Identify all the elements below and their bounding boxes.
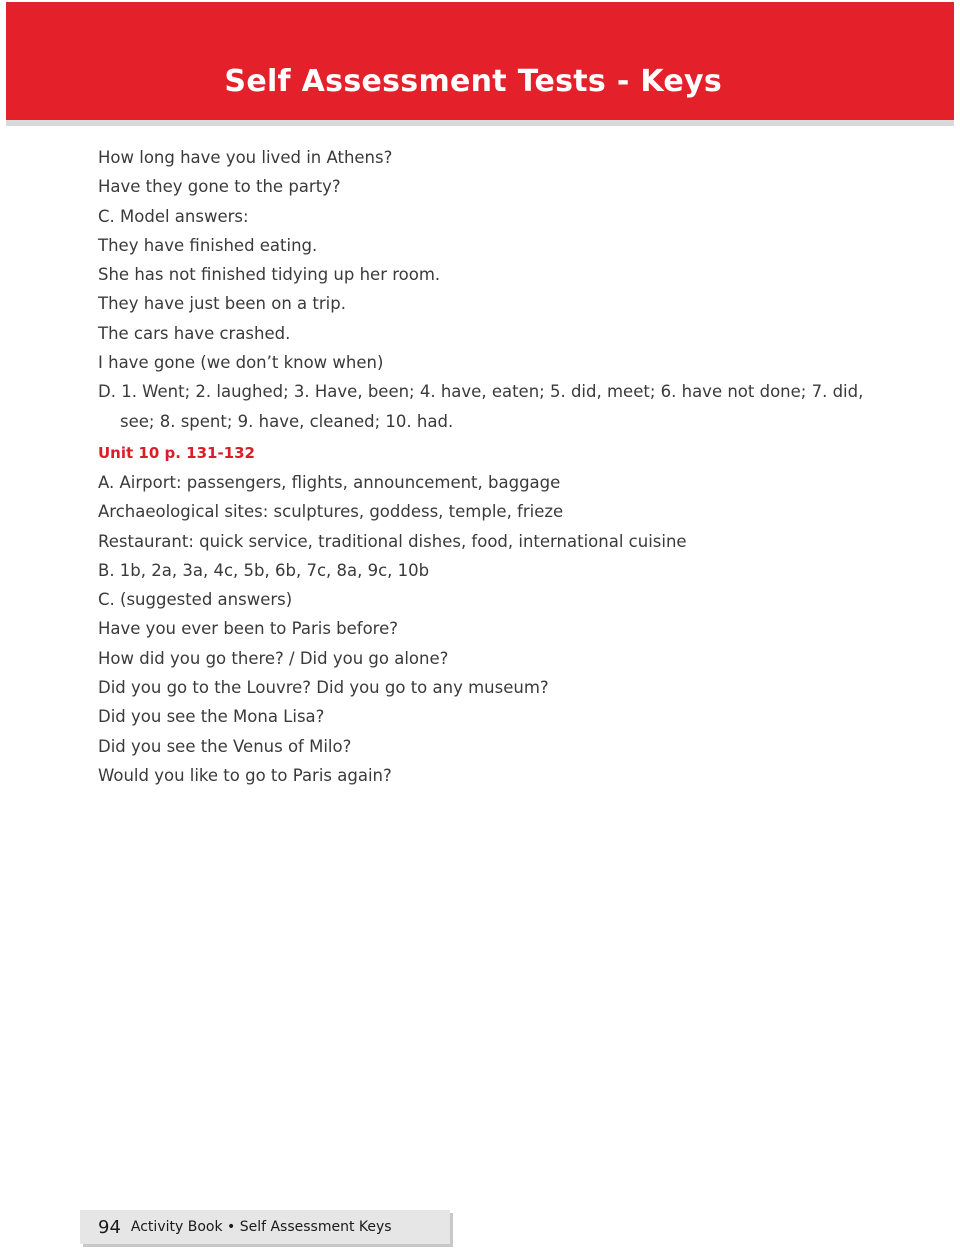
answer-line: C. Model answers:: [98, 206, 249, 226]
footer-tab: [80, 1210, 450, 1244]
answer-line: How long have you lived in Athens?: [98, 148, 393, 167]
footer-label: Activity Book • Self Assessment Keys: [130, 1219, 392, 1235]
answer-line: Did you see the Venus of Milo?: [98, 736, 352, 756]
page-title: Self Assessment Tests - Keys: [224, 64, 722, 99]
page-number: 94: [98, 1216, 121, 1238]
answer-line: She has not finished tidying up her room.: [98, 265, 441, 285]
answer-line: How did you go there? / Did you go alone?: [98, 648, 449, 668]
answer-line-continued: see; 8. spent; 9. have, cleaned; 10. had.: [120, 411, 454, 431]
answer-line: Did you see the Mona Lisa?: [98, 707, 325, 727]
answer-line: The cars have crashed.: [98, 323, 291, 343]
answer-line: They have just been on a trip.: [98, 294, 346, 314]
answer-line: C. (suggested answers): [98, 590, 293, 610]
answer-line: Archaeological sites: sculptures, goddess, temple, frieze: [98, 502, 564, 522]
answer-line: I have gone (we don’t know when): [98, 353, 384, 373]
header-band: [6, 2, 954, 120]
answer-line: Have you ever been to Paris before?: [98, 619, 399, 639]
answer-line: Restaurant: quick service, traditional dishes, food, international cuisine: [98, 531, 687, 551]
answer-line: B. 1b, 2a, 3a, 4c, 5b, 6b, 7c, 8a, 9c, 10b: [98, 560, 430, 580]
answer-line: Did you go to the Louvre? Did you go to any museum?: [98, 678, 549, 698]
unit-heading: Unit 10 p. 131-132: [98, 443, 255, 462]
answer-line: Have they gone to the party?: [98, 177, 341, 197]
answer-line: They have finished eating.: [98, 235, 318, 255]
answer-line: A. Airport: passengers, flights, announcement, baggage: [98, 472, 561, 492]
answer-line: D. 1. Went; 2. laughed; 3. Have, been; 4. have, eaten; 5. did, meet; 6. have not done; 7. did,: [98, 382, 864, 402]
answer-line: Would you like to go to Paris again?: [98, 765, 392, 785]
answer-key-content: [98, 143, 888, 790]
